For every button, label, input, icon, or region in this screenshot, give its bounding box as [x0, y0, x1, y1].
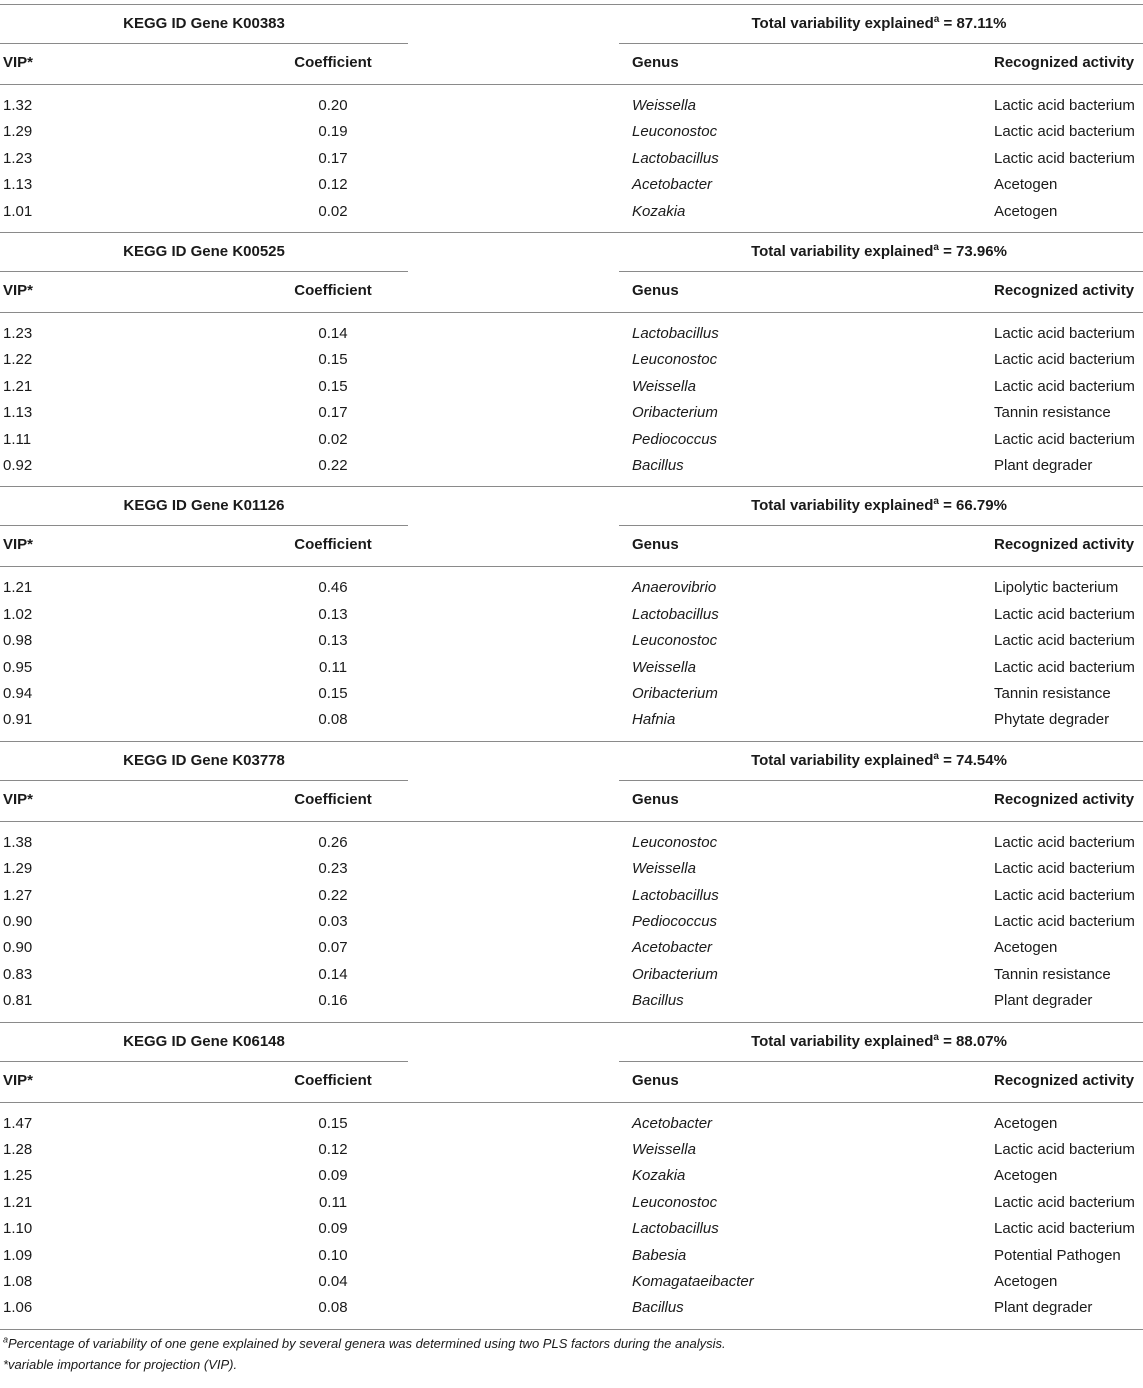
coefficient-cell: 0.46 — [318, 579, 348, 597]
table-row — [0, 427, 1143, 453]
genus-cell: Leuconostoc — [632, 1193, 718, 1211]
activity-cell: Lactic acid bacterium — [994, 605, 1135, 623]
table-footnotes — [0, 1333, 1143, 1375]
table-row — [0, 655, 1143, 681]
col-header-genus: Genus — [632, 282, 679, 299]
column-header-rule — [0, 312, 1143, 313]
genus-cell: Lactobacillus — [632, 149, 719, 167]
table-row — [0, 119, 1143, 145]
table-row — [0, 1216, 1143, 1242]
activity-cell: Lactic acid bacterium — [994, 325, 1135, 342]
col-header-vip: VIP* — [3, 1071, 34, 1089]
column-header-rule — [0, 84, 1143, 85]
gene-block — [0, 1022, 1143, 1329]
table-bottom-rule — [0, 1329, 1143, 1330]
coefficient-cell: 0.12 — [318, 176, 348, 194]
table-row — [0, 681, 1143, 707]
vip-cell: 1.10 — [3, 1220, 33, 1238]
vip-cell: 0.95 — [3, 658, 33, 676]
variability-heading — [619, 232, 1139, 272]
variability-footnote-mark: a — [933, 496, 939, 508]
vip-cell: 1.29 — [3, 860, 33, 878]
genus-cell: Weissella — [632, 97, 696, 114]
table-row — [0, 1269, 1143, 1295]
genus-cell: Leuconostoc — [632, 632, 718, 650]
activity-cell: Plant degrader — [994, 1299, 1093, 1317]
activity-cell: Plant degrader — [994, 992, 1093, 1010]
activity-cell: Lactic acid bacterium — [994, 886, 1135, 904]
genus-cell: Weissella — [632, 860, 696, 878]
activity-cell: Lactic acid bacterium — [994, 833, 1135, 851]
activity-cell: Potential Pathogen — [994, 1246, 1121, 1264]
coefficient-cell: 0.13 — [318, 632, 348, 650]
genus-cell: Hafnia — [632, 711, 676, 729]
gene-id-heading: KEGG ID Gene K03778 — [123, 751, 285, 769]
activity-cell: Lactic acid bacterium — [994, 1140, 1135, 1158]
gene-id-heading: KEGG ID Gene K00525 — [123, 243, 285, 260]
activity-cell: Tannin resistance — [994, 965, 1111, 983]
vip-cell: 1.27 — [3, 886, 33, 904]
genus-cell: Weissella — [632, 377, 696, 395]
vip-cell: 1.13 — [3, 176, 33, 194]
coefficient-cell: 0.09 — [318, 1167, 348, 1185]
col-header-genus: Genus — [632, 54, 679, 71]
col-header-activity: Recognized activity — [994, 536, 1135, 554]
col-header-coefficient: Coefficient — [294, 282, 372, 299]
table-row — [0, 988, 1143, 1014]
variability-label: Total variability explained — [751, 1032, 934, 1050]
variability-heading — [619, 741, 1139, 781]
vip-cell: 0.98 — [3, 632, 33, 650]
genus-cell: Leuconostoc — [632, 833, 718, 851]
activity-cell: Lactic acid bacterium — [994, 860, 1135, 878]
activity-cell: Lactic acid bacterium — [994, 1193, 1135, 1211]
genus-cell: Lactobacillus — [632, 325, 719, 342]
activity-cell: Acetogen — [994, 202, 1058, 220]
table-row — [0, 909, 1143, 935]
coefficient-cell: 0.17 — [318, 149, 348, 167]
column-header-rule — [0, 1102, 1143, 1103]
variability-equals: = — [938, 751, 957, 769]
table-row — [0, 321, 1143, 347]
vip-cell: 1.21 — [3, 579, 33, 597]
coefficient-cell: 0.12 — [318, 1140, 348, 1158]
coefficient-cell: 0.02 — [318, 430, 348, 448]
coefficient-cell: 0.10 — [318, 1246, 348, 1264]
variability-heading — [619, 4, 1139, 44]
coefficient-cell: 0.26 — [318, 833, 348, 851]
variability-equals: = — [939, 15, 957, 32]
col-header-coefficient: Coefficient — [294, 1071, 372, 1089]
gene-block — [0, 486, 1143, 740]
vip-cell: 1.02 — [3, 605, 33, 623]
col-header-coefficient: Coefficient — [294, 54, 372, 71]
col-header-genus: Genus — [632, 790, 679, 808]
activity-cell: Lactic acid bacterium — [994, 430, 1135, 448]
table-row — [0, 374, 1143, 400]
table-row — [0, 962, 1143, 988]
col-header-coefficient: Coefficient — [294, 536, 372, 554]
vip-cell: 1.38 — [3, 833, 33, 851]
coefficient-cell: 0.22 — [318, 457, 348, 474]
activity-cell: Tannin resistance — [994, 404, 1111, 422]
genus-cell: Pediococcus — [632, 430, 718, 448]
genus-cell: Lactobacillus — [632, 1220, 719, 1238]
genus-cell: Babesia — [632, 1246, 687, 1264]
coefficient-cell: 0.15 — [318, 1114, 348, 1132]
variability-heading — [619, 486, 1139, 526]
variability-value: 87.11% — [956, 15, 1007, 32]
genus-cell: Bacillus — [632, 457, 684, 474]
variability-equals: = — [938, 497, 957, 515]
col-header-vip: VIP* — [3, 54, 34, 71]
coefficient-cell: 0.04 — [318, 1272, 348, 1290]
coefficient-cell: 0.15 — [318, 377, 348, 395]
col-header-vip: VIP* — [3, 536, 34, 554]
activity-cell: Lactic acid bacterium — [994, 97, 1135, 114]
gene-block — [0, 4, 1143, 232]
genus-cell: Anaerovibrio — [632, 579, 717, 597]
activity-cell: Acetogen — [994, 176, 1058, 194]
genus-cell: Bacillus — [632, 992, 684, 1010]
table-row — [0, 935, 1143, 961]
genus-cell: Oribacterium — [632, 965, 718, 983]
vip-cell: 1.28 — [3, 1140, 33, 1158]
coefficient-cell: 0.16 — [318, 992, 348, 1010]
coefficient-cell: 0.17 — [318, 404, 348, 422]
activity-cell: Lactic acid bacterium — [994, 632, 1135, 650]
column-header-rule — [0, 821, 1143, 822]
table-row — [0, 856, 1143, 882]
activity-cell: Lactic acid bacterium — [994, 658, 1135, 676]
variability-footnote-mark: a — [933, 1031, 939, 1043]
col-header-activity: Recognized activity — [994, 1071, 1135, 1089]
table-row — [0, 628, 1143, 654]
vip-cell: 1.08 — [3, 1272, 33, 1290]
activity-cell: Lactic acid bacterium — [994, 1220, 1135, 1238]
footnote-a-text: Percentage of variability of one gene explained by several genera was determined using two PLS factors during the analysis. — [8, 1335, 726, 1351]
col-header-activity: Recognized activity — [994, 282, 1135, 299]
genus-cell: Leuconostoc — [632, 123, 718, 141]
vip-cell: 1.47 — [3, 1114, 33, 1132]
coefficient-cell: 0.15 — [318, 684, 348, 702]
col-header-activity: Recognized activity — [994, 790, 1135, 808]
table-row — [0, 602, 1143, 628]
col-header-genus: Genus — [632, 536, 679, 554]
coefficient-cell: 0.11 — [318, 1193, 348, 1211]
coefficient-cell: 0.11 — [318, 658, 348, 676]
variability-value: 66.79% — [956, 497, 1007, 515]
vip-cell: 0.90 — [3, 912, 33, 930]
genus-cell: Lactobacillus — [632, 605, 719, 623]
genus-cell: Pediococcus — [632, 912, 718, 930]
vip-cell: 1.23 — [3, 149, 33, 167]
table-row — [0, 707, 1143, 733]
variability-label: Total variability explained — [751, 243, 934, 260]
activity-cell: Lactic acid bacterium — [994, 149, 1135, 167]
genus-cell: Kozakia — [632, 202, 686, 220]
coefficient-cell: 0.13 — [318, 605, 348, 623]
footnote-a-mark: a — [3, 1334, 9, 1345]
coefficient-cell: 0.08 — [318, 1299, 348, 1317]
table-row — [0, 199, 1143, 225]
activity-cell: Phytate degrader — [994, 711, 1110, 729]
coefficient-cell: 0.02 — [318, 202, 348, 220]
coefficient-cell: 0.20 — [318, 97, 348, 114]
table-row — [0, 883, 1143, 909]
vip-cell: 1.21 — [3, 1193, 33, 1211]
coefficient-cell: 0.19 — [318, 123, 348, 141]
table-row — [0, 453, 1143, 479]
activity-cell: Plant degrader — [994, 457, 1093, 474]
activity-cell: Lactic acid bacterium — [994, 123, 1135, 141]
coefficient-cell: 0.03 — [318, 912, 348, 930]
table-row — [0, 830, 1143, 856]
variability-equals: = — [938, 1032, 957, 1050]
table-row — [0, 400, 1143, 426]
variability-heading — [619, 1022, 1139, 1062]
gene-id-heading: KEGG ID Gene K01126 — [123, 497, 285, 515]
gene-block — [0, 741, 1143, 1022]
coefficient-cell: 0.23 — [318, 860, 348, 878]
activity-cell: Lactic acid bacterium — [994, 351, 1135, 369]
genus-cell: Weissella — [632, 1140, 696, 1158]
vip-cell: 0.94 — [3, 684, 33, 702]
table-row — [0, 1295, 1143, 1321]
col-header-genus: Genus — [632, 1071, 679, 1089]
variability-label: Total variability explained — [751, 15, 934, 32]
genus-cell: Komagataeibacter — [632, 1272, 754, 1290]
table-row — [0, 1111, 1143, 1137]
gene-id-heading: KEGG ID Gene K06148 — [123, 1032, 285, 1050]
vip-cell: 1.09 — [3, 1246, 33, 1264]
coefficient-cell: 0.15 — [318, 351, 348, 369]
genus-cell: Lactobacillus — [632, 886, 719, 904]
vip-cell: 1.21 — [3, 377, 33, 395]
activity-cell: Lactic acid bacterium — [994, 912, 1135, 930]
variability-value: 74.54% — [956, 751, 1007, 769]
vip-cell: 0.81 — [3, 992, 33, 1010]
vip-cell: 1.22 — [3, 351, 33, 369]
coefficient-cell: 0.14 — [318, 965, 348, 983]
variability-label: Total variability explained — [751, 497, 934, 515]
vip-cell: 0.83 — [3, 965, 33, 983]
variability-equals: = — [938, 243, 957, 260]
genus-cell: Leuconostoc — [632, 351, 718, 369]
vip-cell: 0.91 — [3, 711, 33, 729]
table-row — [0, 146, 1143, 172]
genus-cell: Bacillus — [632, 1299, 684, 1317]
coefficient-cell: 0.22 — [318, 886, 348, 904]
variability-footnote-mark: a — [933, 242, 939, 253]
footnote-vip: *variable importance for projection (VIP). — [3, 1356, 238, 1372]
vip-cell: 1.29 — [3, 123, 33, 141]
activity-cell: Acetogen — [994, 939, 1058, 957]
table-row — [0, 1243, 1143, 1269]
table-row — [0, 347, 1143, 373]
table-row — [0, 93, 1143, 119]
genus-cell: Acetobacter — [632, 176, 713, 194]
genus-cell: Oribacterium — [632, 684, 718, 702]
genus-cell: Acetobacter — [632, 939, 713, 957]
coefficient-cell: 0.08 — [318, 711, 348, 729]
vip-cell: 1.06 — [3, 1299, 33, 1317]
variability-value: 73.96% — [956, 243, 1007, 260]
table-row — [0, 1137, 1143, 1163]
col-header-vip: VIP* — [3, 282, 34, 299]
variability-label: Total variability explained — [751, 751, 934, 769]
genus-cell: Weissella — [632, 658, 696, 676]
coefficient-cell: 0.07 — [318, 939, 348, 957]
activity-cell: Acetogen — [994, 1114, 1058, 1132]
variability-footnote-mark: a — [933, 14, 940, 25]
gene-id-heading: KEGG ID Gene K00383 — [123, 15, 285, 32]
column-header-rule — [0, 566, 1143, 567]
table-row — [0, 1190, 1143, 1216]
vip-cell: 1.23 — [3, 325, 33, 342]
col-header-activity: Recognized activity — [994, 54, 1135, 71]
activity-cell: Acetogen — [994, 1272, 1058, 1290]
coefficient-cell: 0.14 — [318, 325, 348, 342]
vip-cell: 1.01 — [3, 202, 33, 220]
table-row — [0, 575, 1143, 601]
table-row — [0, 1163, 1143, 1189]
col-header-vip: VIP* — [3, 790, 34, 808]
vip-cell: 1.13 — [3, 404, 33, 422]
genus-cell: Kozakia — [632, 1167, 686, 1185]
activity-cell: Lipolytic bacterium — [994, 579, 1119, 597]
vip-cell: 0.92 — [3, 457, 33, 474]
activity-cell: Lactic acid bacterium — [994, 377, 1135, 395]
activity-cell: Acetogen — [994, 1167, 1058, 1185]
gene-block — [0, 232, 1143, 486]
coefficient-cell: 0.09 — [318, 1220, 348, 1238]
genus-cell: Acetobacter — [632, 1114, 713, 1132]
table-row — [0, 172, 1143, 198]
vip-cell: 0.90 — [3, 939, 33, 957]
variability-value: 88.07% — [956, 1032, 1007, 1050]
vip-cell: 1.32 — [3, 97, 33, 114]
genus-cell: Oribacterium — [632, 404, 718, 422]
col-header-coefficient: Coefficient — [294, 790, 372, 808]
vip-cell: 1.25 — [3, 1167, 33, 1185]
activity-cell: Tannin resistance — [994, 684, 1111, 702]
vip-cell: 1.11 — [3, 430, 32, 448]
footnote-a — [0, 1333, 1143, 1354]
variability-footnote-mark: a — [933, 750, 939, 762]
